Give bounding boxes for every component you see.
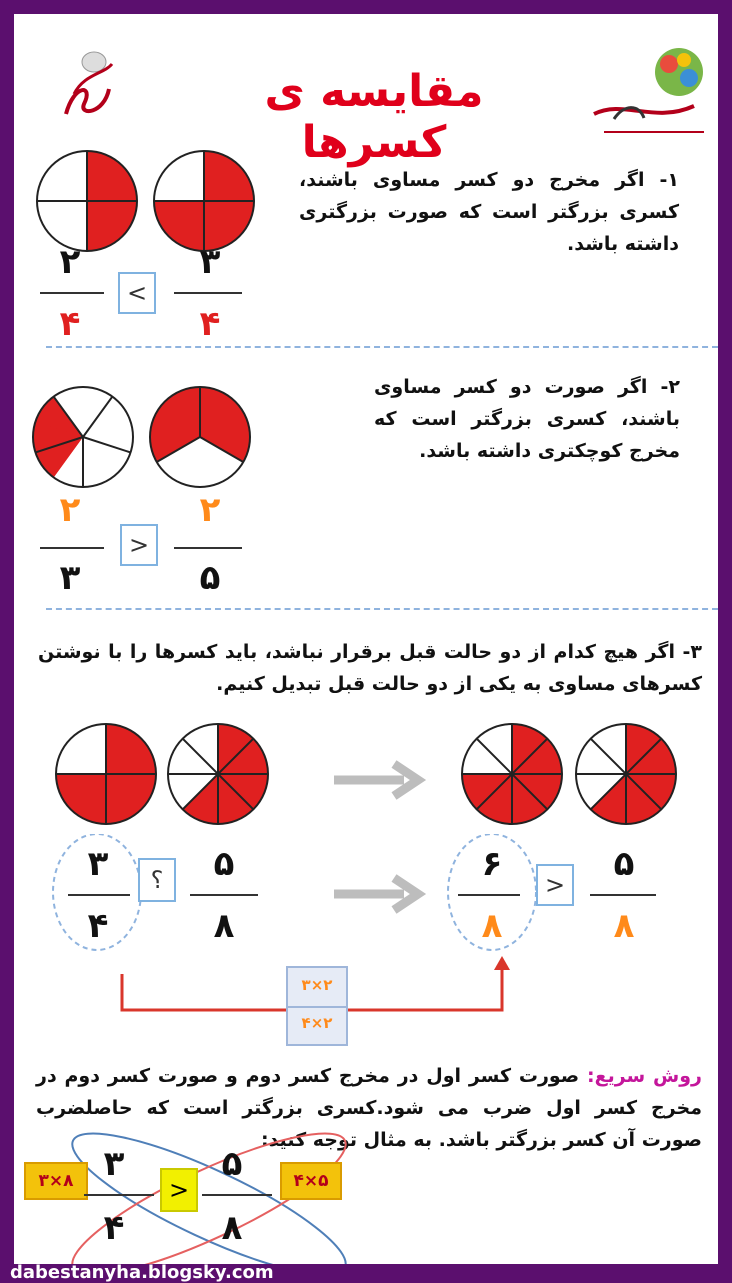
rule-3-text: ۳- اگر هیچ کدام از دو حالت قبل برقرار نباشد، باید کسرها را با نوشتن کسرهای مساوی به یکی از دو حالت قبل تبدیل کنیم. (38, 641, 702, 695)
logo-dabestani (54, 44, 124, 124)
s3-b-den: ۸ (213, 906, 235, 946)
s3-a-num: ۳ (87, 844, 109, 884)
circle-three-quarters-b (56, 724, 156, 824)
s3-a-line (68, 894, 130, 896)
s3-d-num: ۵ (613, 844, 635, 884)
circle-two-fifths (33, 387, 133, 487)
footer-url: dabestanyha.blogsky.com (10, 1262, 274, 1283)
left-product-box: ۳×۸ (24, 1162, 88, 1200)
circle-five-eighths-b (576, 724, 676, 824)
arrow-right-icon (334, 764, 418, 796)
page-title: مقایسه ی کسرها (264, 66, 484, 168)
s3-b-num: ۵ (213, 844, 235, 884)
s1-right-den: ۴ (199, 304, 221, 344)
rule-2-text: ۲- اگر صورت دو کسر مساوی باشند، کسری بزرگتر است که مخرج کوچکتری داشته باشد. (374, 376, 680, 462)
s3-c-line (458, 894, 520, 896)
quick-method-label: روش سریع: (587, 1065, 703, 1087)
right-product-box: ۴×۵ (280, 1162, 342, 1200)
multiplier-box (286, 966, 348, 1046)
s3-d-line (590, 894, 656, 896)
q-left-num: ۳ (103, 1144, 125, 1184)
s2-right-num: ۲ (199, 490, 221, 530)
q-left-den: ۴ (103, 1208, 125, 1248)
s1-left-num: ۲ (59, 242, 81, 282)
logo-riaziat (584, 44, 714, 144)
quick-method-body: صورت کسر اول در مخرج کسر دوم و صورت کسر دوم در مخرج کسر اول ضرب می شود.کسری بزرگتر است که حاصلضرب صورت آن کسر بزرگتر باشد. به مثال توجه کنید: (36, 1065, 702, 1151)
s3-c-num: ۶ (481, 844, 503, 884)
section1-circles (32, 146, 262, 256)
circle-two-quarters (37, 151, 137, 251)
q-right-num: ۵ (221, 1144, 243, 1184)
s2-right-den: ۵ (199, 558, 221, 598)
section3-circles (44, 720, 694, 828)
s2-comparison-box: > (120, 524, 158, 566)
q-right-den: ۸ (221, 1208, 243, 1248)
divider-2 (46, 608, 718, 610)
s3-right-comparison-box: > (536, 864, 574, 906)
rule-1-text: ۱- اگر مخرج دو کسر مساوی باشند، کسری بزرگتر است که صورت بزرگتری داشته باشد. (299, 169, 679, 255)
arrow-right-icon-2 (334, 878, 418, 910)
s2-left-den: ۳ (59, 558, 81, 598)
s3-c-den: ۸ (481, 906, 503, 946)
circle-three-quarters (154, 151, 254, 251)
s3-a-den: ۴ (87, 906, 109, 946)
s1-right-line (174, 292, 242, 294)
multiplier-divider (288, 1006, 346, 1008)
section2-circles (28, 382, 258, 492)
s1-right-num: ۳ (199, 242, 221, 282)
s3-b-line (190, 894, 258, 896)
circle-five-eighths (168, 724, 268, 824)
multiplier-bottom: ۴×۲ (301, 1014, 333, 1032)
s3-d-den: ۸ (613, 906, 635, 946)
q-comparison-box: > (160, 1168, 198, 1212)
circle-six-eighths (462, 724, 562, 824)
s1-left-line (40, 292, 104, 294)
s2-left-num: ۲ (59, 490, 81, 530)
s1-comparison-box: < (118, 272, 156, 314)
worksheet-card (14, 14, 718, 1266)
q-right-line (202, 1194, 272, 1196)
s2-left-line (40, 547, 104, 549)
circle-two-thirds (150, 387, 250, 487)
multiplier-top: ۳×۲ (301, 976, 333, 994)
divider-1 (46, 346, 718, 348)
q-left-line (84, 1194, 154, 1196)
s2-right-line (174, 547, 242, 549)
s3-left-comparison-box: ؟ (138, 858, 176, 902)
connector-arrowhead (494, 956, 510, 970)
s1-left-den: ۴ (59, 304, 81, 344)
